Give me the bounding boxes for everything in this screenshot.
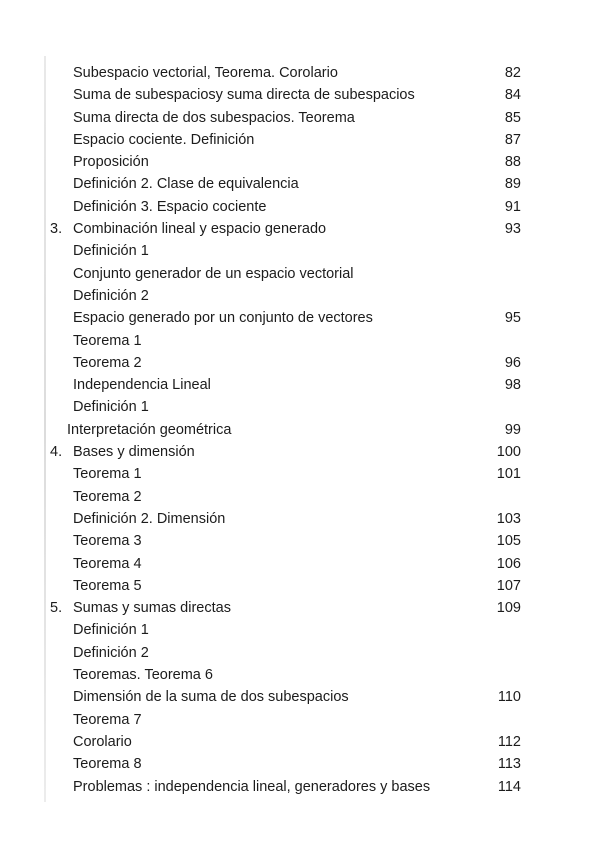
toc-entry-page: 95 <box>504 310 521 327</box>
table-of-contents <box>0 62 600 798</box>
toc-entry <box>0 686 600 708</box>
toc-entry-page: 112 <box>497 733 521 750</box>
toc-entry-page: 99 <box>504 421 521 438</box>
toc-entry <box>0 263 600 285</box>
toc-entry <box>0 218 600 240</box>
toc-entry <box>0 664 600 686</box>
toc-entry-title: Combinación lineal y espacio generado <box>73 221 327 238</box>
toc-entry <box>0 486 600 508</box>
toc-entry-title: Corolario <box>73 733 132 750</box>
toc-entry <box>0 129 600 151</box>
toc-entry <box>0 196 600 218</box>
toc-entry-title: Teorema 4 <box>73 555 142 572</box>
toc-entry-title: Subespacio vectorial, Teorema. Corolario <box>73 65 338 81</box>
toc-entry-title: Definición 2. Dimensión <box>73 510 226 527</box>
toc-entry <box>0 597 600 619</box>
toc-entry-page: 93 <box>504 221 521 238</box>
toc-entry-page: 110 <box>497 689 521 706</box>
toc-entry <box>0 441 600 463</box>
toc-entry-title: Definición 1 <box>73 622 149 639</box>
toc-entry <box>0 731 600 753</box>
toc-entry-page: 106 <box>496 555 521 572</box>
toc-entry-page: 101 <box>496 466 521 483</box>
toc-entry <box>0 352 600 374</box>
toc-entry <box>0 374 600 396</box>
toc-entry <box>0 575 600 597</box>
toc-entry-page: 85 <box>504 109 521 126</box>
toc-entry-title: Sumas y sumas directas <box>73 600 231 617</box>
toc-entry-page: 89 <box>504 176 521 193</box>
toc-entry-title: Definición 2. Clase de equivalencia <box>73 176 299 193</box>
toc-entry-title: Definición 1 <box>73 243 149 260</box>
toc-entry-number: 4. <box>50 444 63 461</box>
toc-entry-title: Teoremas. Teorema 6 <box>73 667 213 684</box>
toc-entry-number: 3. <box>50 221 63 238</box>
toc-entry-title: Teorema 2 <box>73 488 142 505</box>
toc-entry-title: Dimensión de la suma de dos subespacios <box>73 689 349 706</box>
toc-entry-title: Teorema 8 <box>73 756 142 773</box>
toc-entry <box>0 330 600 352</box>
toc-entry-page: 91 <box>504 198 521 215</box>
toc-entry <box>0 107 600 129</box>
toc-entry-title: Suma de subespaciosy suma directa de subespacios <box>73 87 415 104</box>
toc-entry-page: 103 <box>496 510 521 527</box>
toc-entry <box>0 753 600 775</box>
toc-entry <box>0 419 600 441</box>
toc-entry <box>0 776 600 798</box>
toc-entry <box>0 463 600 485</box>
toc-entry-page: 84 <box>504 87 521 104</box>
toc-entry-page: 114 <box>497 778 521 795</box>
toc-entry-page: 113 <box>497 756 521 773</box>
toc-entry <box>0 285 600 307</box>
toc-entry-page: 100 <box>496 444 521 461</box>
toc-entry-page: 109 <box>496 600 521 617</box>
toc-entry-page: 82 <box>504 65 521 81</box>
toc-entry-title: Interpretación geométrica <box>67 421 232 438</box>
toc-entry-page: 88 <box>504 154 521 171</box>
toc-entry <box>0 508 600 530</box>
toc-entry <box>0 553 600 575</box>
toc-entry-title: Proposición <box>73 154 149 171</box>
toc-entry-title: Espacio generado por un conjunto de vectores <box>73 310 373 327</box>
toc-entry-title: Definición 1 <box>73 399 149 416</box>
toc-entry-title: Teorema 1 <box>73 332 142 349</box>
toc-entry-title: Definición 2 <box>73 287 149 304</box>
toc-entry <box>0 307 600 329</box>
toc-entry-title: Teorema 2 <box>73 354 142 371</box>
toc-entry <box>0 619 600 641</box>
toc-entry-page: 107 <box>496 577 521 594</box>
toc-entry <box>0 396 600 418</box>
toc-entry-title: Suma directa de dos subespacios. Teorema <box>73 109 355 126</box>
toc-entry-page: 96 <box>504 354 521 371</box>
toc-entry-title: Teorema 5 <box>73 577 142 594</box>
toc-entry <box>0 84 600 106</box>
toc-entry <box>0 642 600 664</box>
toc-entry-title: Teorema 7 <box>73 711 142 728</box>
toc-entry <box>0 709 600 731</box>
toc-entry-page: 87 <box>504 131 521 148</box>
toc-entry-title: Bases y dimensión <box>73 444 195 461</box>
toc-entry-title: Definición 3. Espacio cociente <box>73 198 267 215</box>
toc-entry-page: 105 <box>496 533 521 550</box>
toc-entry-number: 5. <box>50 600 63 617</box>
toc-entry-title: Teorema 1 <box>73 466 142 483</box>
toc-entry-title: Definición 2 <box>73 644 149 661</box>
toc-entry <box>0 240 600 262</box>
toc-entry-title: Independencia Lineal <box>73 377 211 394</box>
toc-entry-title: Espacio cociente. Definición <box>73 131 255 148</box>
toc-entry-title: Teorema 3 <box>73 533 142 550</box>
toc-entry-page: 98 <box>504 377 521 394</box>
toc-entry-title: Conjunto generador de un espacio vectorial <box>73 265 354 282</box>
toc-entry <box>0 530 600 552</box>
toc-entry <box>0 173 600 195</box>
toc-entry <box>0 62 600 84</box>
toc-entry-title: Problemas : independencia lineal, generadores y bases <box>73 778 431 795</box>
toc-entry <box>0 151 600 173</box>
